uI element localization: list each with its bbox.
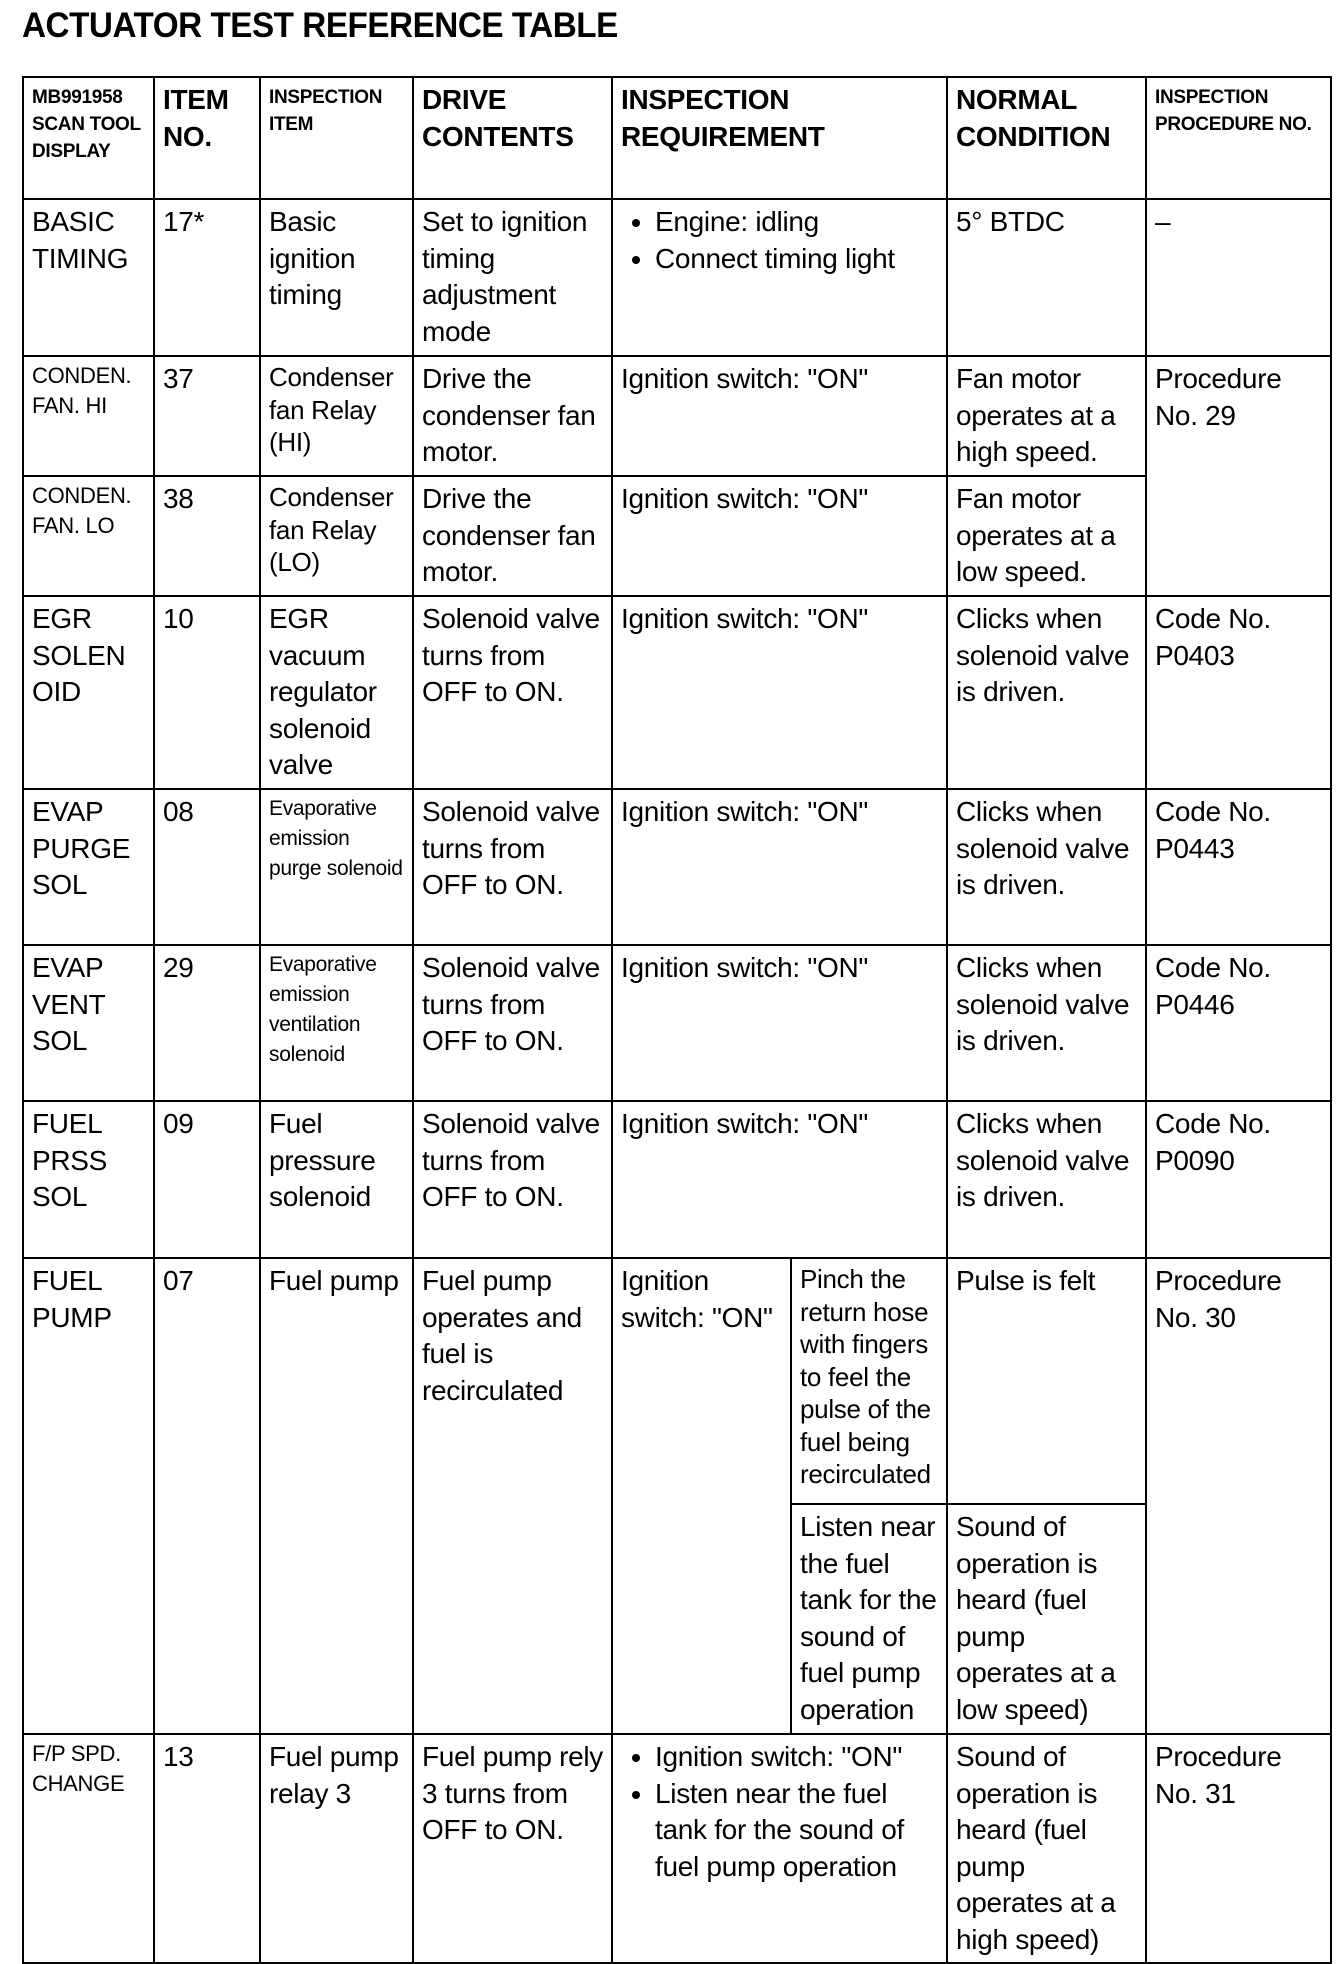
inspection-item-cell: Fuel pressure solenoid [260,1101,413,1258]
display-cell: CONDEN. FAN. LO [23,476,154,596]
item-no-cell: 13 [154,1734,260,1963]
drive-contents-cell: Solenoid valve turns from OFF to ON. [413,945,612,1101]
normal-condition-cell: Clicks when solenoid valve is driven. [947,789,1146,945]
normal-condition-cell: Clicks when solenoid valve is driven. [947,945,1146,1101]
item-no-cell: 38 [154,476,260,596]
item-no-cell: 09 [154,1101,260,1258]
procedure-cell: – [1146,199,1331,356]
table-row [23,1258,1331,1504]
requirement-cell: Ignition switch: "ON" [612,945,947,1101]
drive-contents-cell: Set to ignition timing adjustment mode [413,199,612,356]
item-no-cell: 37 [154,356,260,476]
sub-requirement-cell: Pinch the return hose with fingers to feel the pulse of the fuel being recirculated [791,1258,947,1504]
sub-requirement-cell: Listen near the fuel tank for the sound of fuel pump operation [791,1504,947,1734]
normal-condition-cell: Pulse is felt [947,1258,1146,1504]
procedure-cell: Code No. P0446 [1146,945,1331,1101]
requirement-bullet: • Engine: idling [655,204,938,241]
header-inspection-procedure: INSPECTION PROCEDURE NO. [1146,77,1331,199]
item-no-cell: 10 [154,596,260,789]
item-no-cell: 17* [154,199,260,356]
requirement-cell: Ignition switch: "ON" [612,596,947,789]
inspection-item-cell: Condenser fan Relay (LO) [260,476,413,596]
item-no-cell: 08 [154,789,260,945]
table-row [23,199,1331,356]
header-drive-contents: DRIVE CONTENTS [413,77,612,199]
requirement-bullet: • Connect timing light [655,241,938,278]
table-row [23,476,1331,596]
requirement-cell [612,199,947,356]
table-row [23,356,1331,476]
normal-condition-cell: Fan motor operates at a low speed. [947,476,1146,596]
header-row [23,77,1331,199]
drive-contents-cell: Drive the condenser fan motor. [413,356,612,476]
requirement-cell: Ignition switch: "ON" [612,1101,947,1258]
item-no-cell: 29 [154,945,260,1101]
requirement-bullet: • Listen near the fuel tank for the sound of fuel pump operation [655,1776,938,1886]
display-cell: EVAP VENT SOL [23,945,154,1101]
table-row [23,1101,1331,1258]
drive-contents-cell: Fuel pump operates and fuel is recirculated [413,1258,612,1734]
requirement-cell [612,1734,947,1963]
table-row [23,1734,1331,1963]
item-no-cell: 07 [154,1258,260,1734]
normal-condition-cell: Clicks when solenoid valve is driven. [947,1101,1146,1258]
inspection-item-cell: Fuel pump [260,1258,413,1734]
header-inspection-item: INSPECTION ITEM [260,77,413,199]
inspection-item-cell: Basic ignition timing [260,199,413,356]
display-cell: FUEL PRSS SOL [23,1101,154,1258]
inspection-item-cell: Fuel pump relay 3 [260,1734,413,1963]
header-normal-condition: NORMAL CONDITION [947,77,1146,199]
normal-condition-cell: Sound of operation is heard (fuel pump operates at a high speed) [947,1734,1146,1963]
inspection-item-cell: Condenser fan Relay (HI) [260,356,413,476]
procedure-cell: Code No. P0443 [1146,789,1331,945]
display-cell: BASIC TIMING [23,199,154,356]
procedure-cell: Procedure No. 30 [1146,1258,1331,1734]
display-cell: FUEL PUMP [23,1258,154,1734]
actuator-test-table [22,76,1332,1964]
display-cell: EGR SOLEN OID [23,596,154,789]
procedure-cell: Procedure No. 31 [1146,1734,1331,1963]
drive-contents-cell: Solenoid valve turns from OFF to ON. [413,596,612,789]
drive-contents-cell: Solenoid valve turns from OFF to ON. [413,1101,612,1258]
normal-condition-cell: Clicks when solenoid valve is driven. [947,596,1146,789]
drive-contents-cell: Fuel pump rely 3 turns from OFF to ON. [413,1734,612,1963]
header-scan-tool-display: MB991958 SCAN TOOL DISPLAY [23,77,154,199]
inspection-item-cell: Evaporative emission purge solenoid [260,789,413,945]
drive-contents-cell: Solenoid valve turns from OFF to ON. [413,789,612,945]
display-cell: EVAP PURGE SOL [23,789,154,945]
display-cell: F/P SPD. CHANGE [23,1734,154,1963]
requirement-cell: Ignition switch: "ON" [612,356,947,476]
procedure-cell: Code No. P0403 [1146,596,1331,789]
inspection-item-cell: Evaporative emission ventilation solenoid [260,945,413,1101]
requirement-cell: Ignition switch: "ON" [612,1258,791,1734]
table-row [23,789,1331,945]
procedure-cell: Procedure No. 29 [1146,356,1331,596]
inspection-item-cell: EGR vacuum regulator solenoid valve [260,596,413,789]
normal-condition-cell: Fan motor operates at a high speed. [947,356,1146,476]
procedure-cell: Code No. P0090 [1146,1101,1331,1258]
requirement-cell: Ignition switch: "ON" [612,476,947,596]
header-item-no: ITEM NO. [154,77,260,199]
page-title: ACTUATOR TEST REFERENCE TABLE [22,6,618,45]
requirement-cell: Ignition switch: "ON" [612,789,947,945]
display-cell: CONDEN. FAN. HI [23,356,154,476]
table-row [23,945,1331,1101]
table-row [23,596,1331,789]
header-inspection-requirement: INSPECTION REQUIREMENT [612,77,947,199]
drive-contents-cell: Drive the condenser fan motor. [413,476,612,596]
requirement-bullet: • Ignition switch: "ON" [655,1739,938,1776]
normal-condition-cell: 5° BTDC [947,199,1146,356]
normal-condition-cell: Sound of operation is heard (fuel pump operates at a low speed) [947,1504,1146,1734]
